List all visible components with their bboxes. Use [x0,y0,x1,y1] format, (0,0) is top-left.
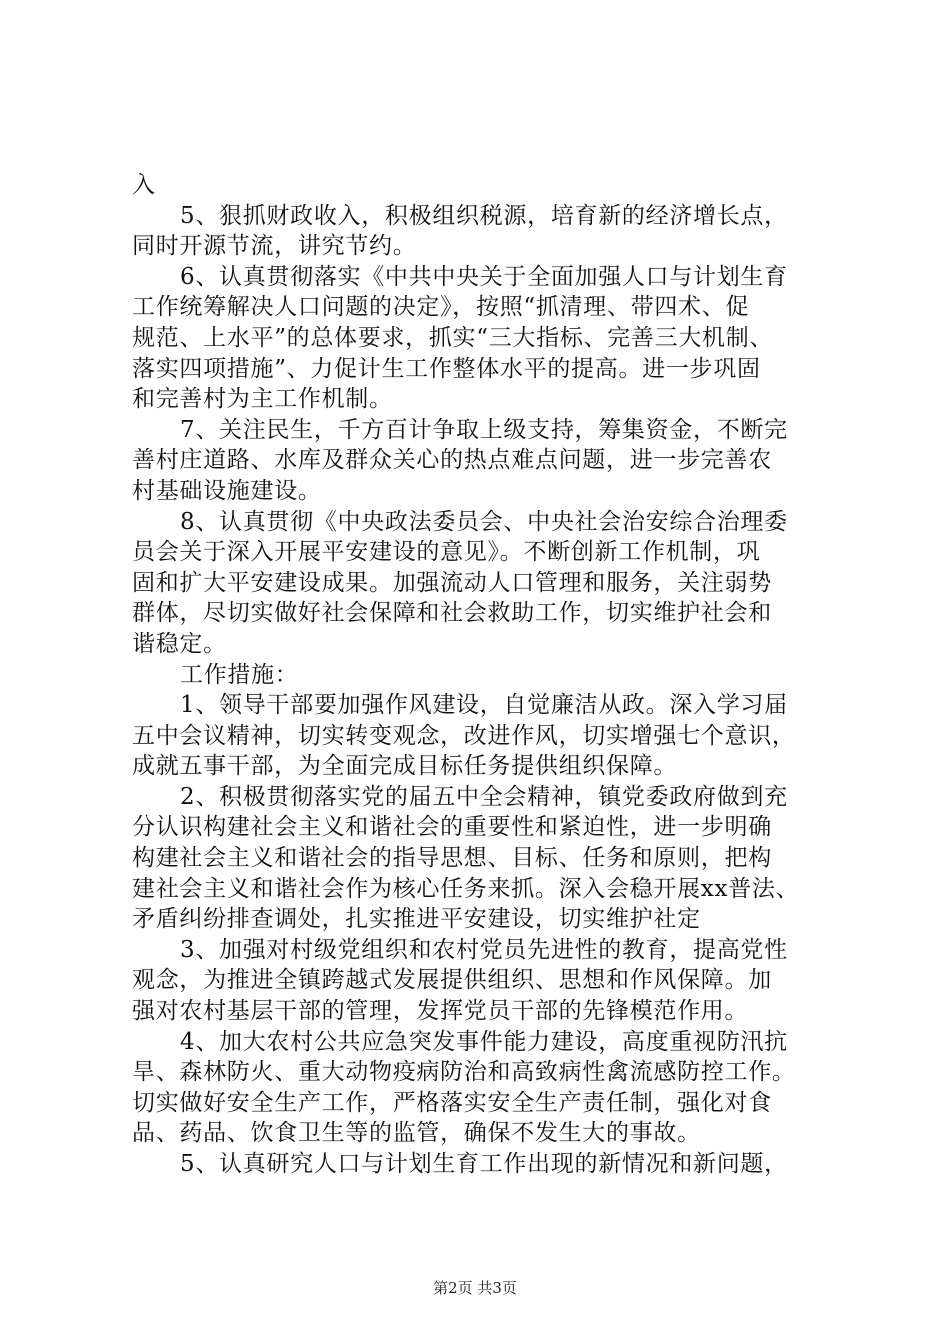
page-footer: 第2页 共3页 [433,1279,517,1297]
text-line: 3、加强对村级党组织和农村党员先进性的教育，提高党性 [180,936,788,963]
text-line: 和完善村为主工作机制。 [132,386,393,413]
text-line: 五中会议精神，切实转变观念，改进作风，切实增强七个意识， [132,722,796,749]
text-line: 4、加大农村公共应急突发事件能力建设，高度重视防汛抗 [180,1028,788,1055]
text-line: 1、领导干部要加强作风建设，自觉廉洁从政。深入学习届 [180,692,788,719]
text-line: 同时开源节流，讲究节约。 [132,233,417,260]
text-line: 7、关注民生，千方百计争取上级支持，筹集资金，不断完 [180,416,788,443]
text-line: 成就五事干部，为全面完成目标任务提供组织保障。 [132,753,678,780]
text-line: 规范、上水平”的总体要求，抓实“三大指标、完善三大机制、 [132,324,774,351]
text-line: 工作措施： [180,661,299,688]
text-line: 善村庄道路、水库及群众关心的热点难点问题，进一步完善农 [132,447,772,474]
text-line: 5、狠抓财政收入，积极组织税源，培育新的经济增长点， [180,202,788,229]
text-line: 5、认真研究人口与计划生育工作出现的新情况和新问题， [180,1151,788,1177]
text-line: 工作统筹解决人口问题的决定》，按照“抓清理、带四术、促 [132,294,750,321]
text-line: 落实四项措施”、力促计生工作整体水平的提高。进一步巩固 [132,355,761,382]
text-line: 观念，为推进全镇跨越式发展提供组织、思想和作风保障。加 [132,967,772,994]
document-body [132,170,842,1180]
text-line: 固和扩大平安建设成果。加强流动人口管理和服务，关注弱势 [132,569,772,596]
text-line: 建社会主义和谐社会作为核心任务来抓。深入会稳开展xx普法、 [132,875,800,902]
text-line: 村基础设施建设。 [132,477,322,504]
text-line: 入 [132,172,156,198]
text-line: 构建社会主义和谐社会的指导思想、目标、任务和原则，把构 [132,845,772,872]
text-line: 2、积极贯彻落实党的届五中全会精神，镇党委政府做到充 [180,783,788,810]
text-line: 矛盾纠纷排查调处，扎实推进平安建设，切实维护社定 [132,906,701,933]
text-line: 旱、森林防火、重大动物疫病防治和高致病性禽流感防控工作。 [132,1059,796,1086]
text-line: 强对农村基层干部的管理，发挥党员干部的先锋模范作用。 [132,998,749,1025]
text-line: 8、认真贯彻《中央政法委员会、中央社会治安综合治理委 [180,508,788,535]
text-line: 群体，尽切实做好社会保障和社会救助工作，切实维护社会和 [132,600,772,627]
text-line: 6、认真贯彻落实《中共中央关于全面加强人口与计划生育 [180,263,788,290]
text-line: 谐稳定。 [132,630,227,657]
text-line: 切实做好安全生产工作，严格落实安全生产责任制，强化对食 [132,1089,772,1116]
text-line: 分认识构建社会主义和谐社会的重要性和紧迫性，进一步明确 [132,814,772,841]
text-line: 员会关于深入开展平安建设的意见》。不断创新工作机制，巩 [132,539,761,566]
text-line: 品、药品、饮食卫生等的监管，确保不发生大的事故。 [132,1120,701,1147]
